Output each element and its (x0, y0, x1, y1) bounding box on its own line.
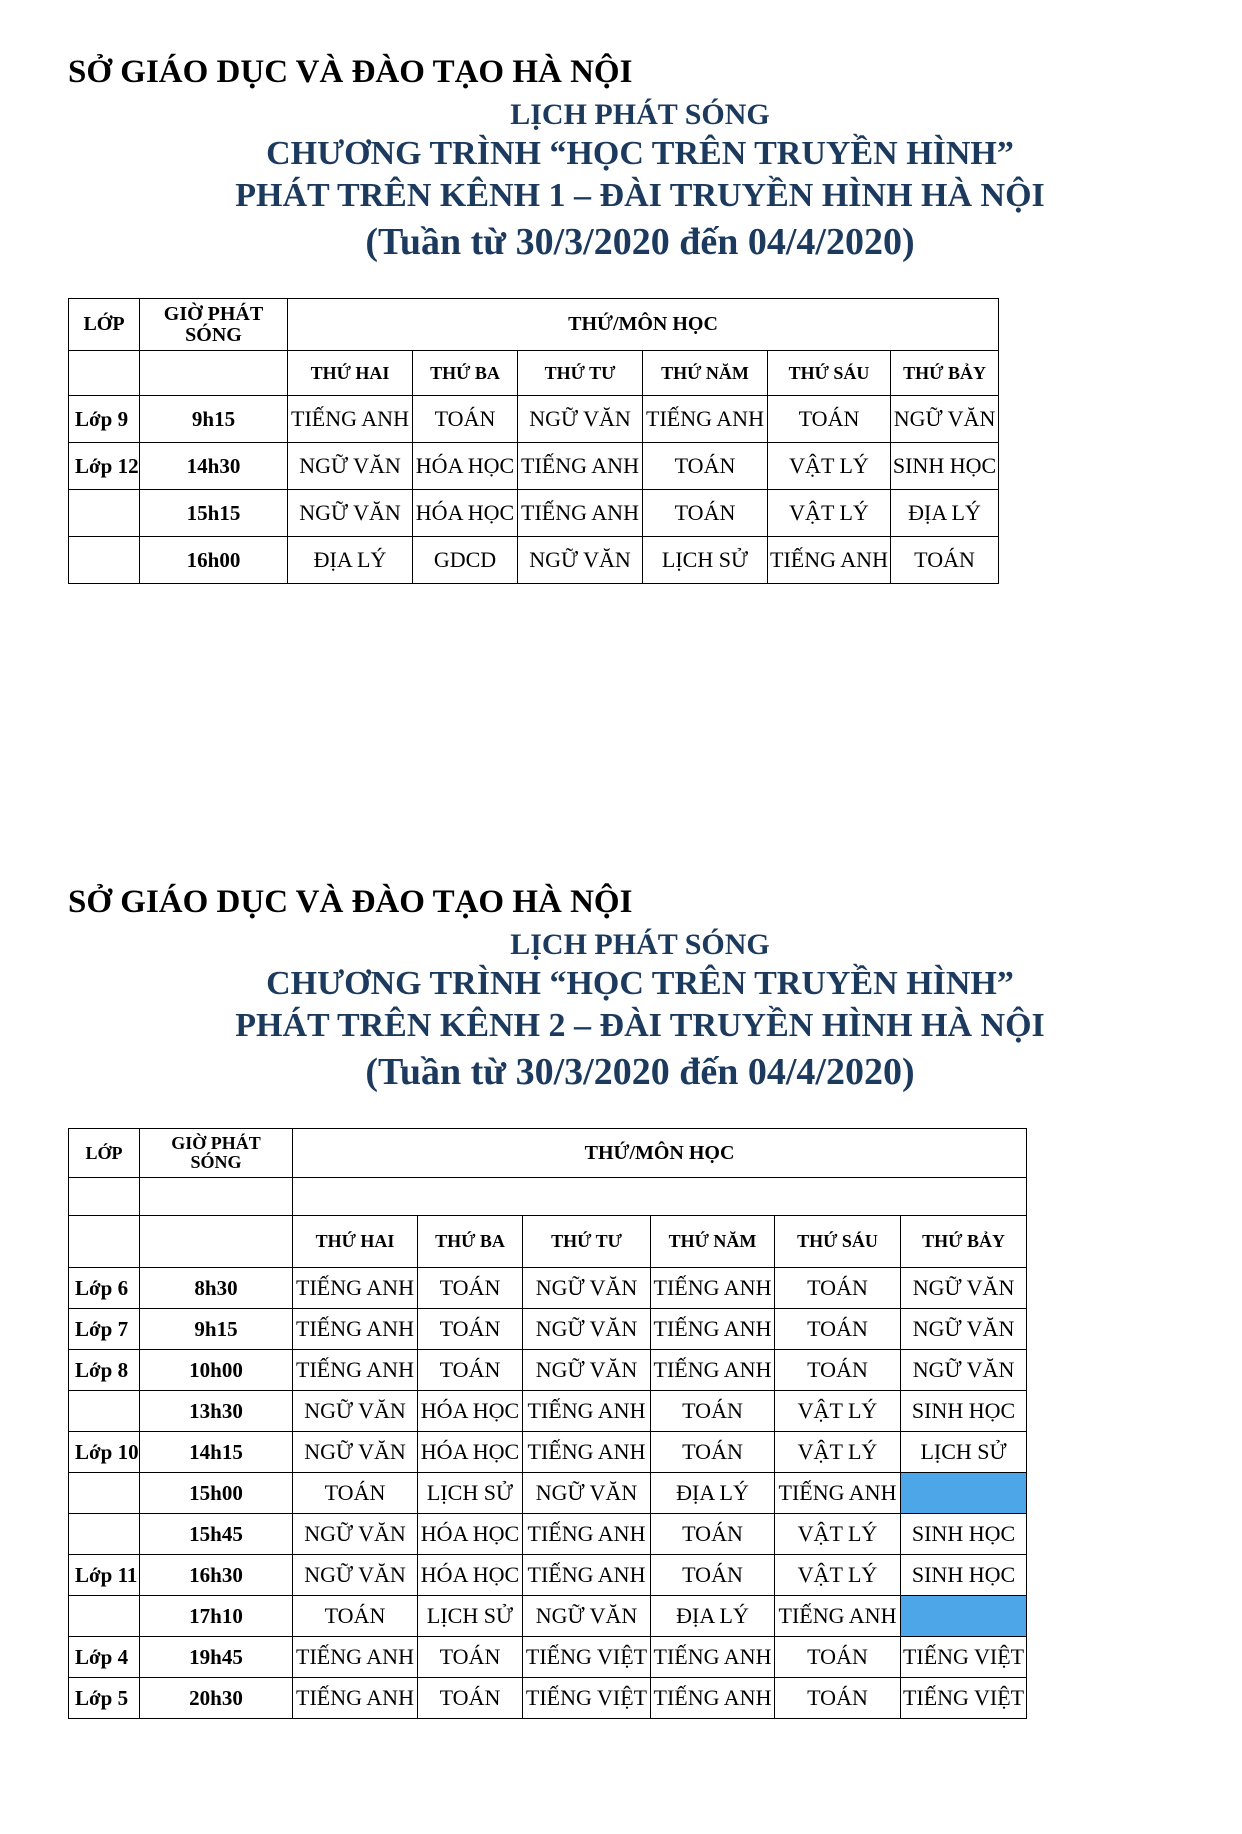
day-header: THỨ NĂM (643, 351, 768, 396)
subject-cell: NGỮ VĂN (518, 537, 643, 584)
subject-cell: TOÁN (418, 1309, 523, 1350)
subject-cell: TIẾNG ANH (651, 1268, 775, 1309)
day-header: THỨ SÁU (775, 1216, 901, 1268)
subject-cell: ĐỊA LÝ (288, 537, 413, 584)
time-cell: 13h30 (140, 1391, 293, 1432)
subject-cell: LỊCH SỬ (643, 537, 768, 584)
subject-cell: VẬT LÝ (775, 1514, 901, 1555)
class-cell (69, 1473, 140, 1514)
subject-cell: TIẾNG ANH (651, 1637, 775, 1678)
subject-cell: NGỮ VĂN (901, 1309, 1027, 1350)
subject-cell: NGỮ VĂN (288, 490, 413, 537)
class-cell: Lớp 7 (69, 1309, 140, 1350)
subject-cell: TIẾNG ANH (518, 443, 643, 490)
subject-cell: TIẾNG ANH (518, 490, 643, 537)
subject-cell: TIẾNG ANH (293, 1350, 418, 1391)
day-header: THỨ BA (413, 351, 518, 396)
subject-cell: HÓA HỌC (413, 443, 518, 490)
time-cell: 14h15 (140, 1432, 293, 1473)
subject-cell: TOÁN (775, 1268, 901, 1309)
subject-cell: NGỮ VĂN (523, 1596, 651, 1637)
time-cell: 9h15 (140, 396, 288, 443)
table-row (69, 537, 999, 584)
class-cell (69, 490, 140, 537)
subject-cell: ĐỊA LÝ (891, 490, 999, 537)
subject-cell: LỊCH SỬ (418, 1596, 523, 1637)
subject-cell: TOÁN (413, 396, 518, 443)
subject-cell: SINH HỌC (901, 1391, 1027, 1432)
time-cell: 9h15 (140, 1309, 293, 1350)
day-header: THỨ TƯ (523, 1216, 651, 1268)
subject-cell: TOÁN (775, 1309, 901, 1350)
subject-cell: TIẾNG ANH (293, 1309, 418, 1350)
table-row (69, 1514, 1027, 1555)
day-header: THỨ HAI (293, 1216, 418, 1268)
organization-heading: SỞ GIÁO DỤC VÀ ĐÀO TẠO HÀ NỘI (68, 54, 633, 90)
table-row (69, 1596, 1027, 1637)
class-cell: Lớp 12 (69, 443, 140, 490)
subject-cell: TOÁN (768, 396, 891, 443)
subject-cell: TIẾNG ANH (523, 1432, 651, 1473)
subject-cell: NGỮ VĂN (293, 1391, 418, 1432)
class-cell (69, 537, 140, 584)
day-header: THỨ NĂM (651, 1216, 775, 1268)
subject-cell: NGỮ VĂN (293, 1514, 418, 1555)
subject-cell: TOÁN (418, 1350, 523, 1391)
table-row (69, 490, 999, 537)
col-header-subjects: THỨ/MÔN HỌC (288, 299, 999, 351)
time-cell: 15h00 (140, 1473, 293, 1514)
organization-heading: SỞ GIÁO DỤC VÀ ĐÀO TẠO HÀ NỘI (68, 884, 633, 920)
subject-cell: TIẾNG ANH (523, 1391, 651, 1432)
subject-cell: NGỮ VĂN (891, 396, 999, 443)
channel-title: PHÁT TRÊN KÊNH 1 – ĐÀI TRUYỀN HÌNH HÀ NỘI (235, 177, 1045, 214)
subject-cell: VẬT LÝ (768, 443, 891, 490)
subject-cell: HÓA HỌC (418, 1391, 523, 1432)
table-row (69, 443, 999, 490)
table-row (69, 1678, 1027, 1719)
subject-cell: GDCD (413, 537, 518, 584)
table-row (69, 1309, 1027, 1350)
week-range: (Tuần từ 30/3/2020 đến 04/4/2020) (365, 221, 915, 263)
subject-cell: TOÁN (293, 1596, 418, 1637)
time-cell: 8h30 (140, 1268, 293, 1309)
time-cell: 16h30 (140, 1555, 293, 1596)
time-cell: 19h45 (140, 1637, 293, 1678)
day-header-row (69, 1216, 1027, 1268)
subject-cell: TIẾNG ANH (643, 396, 768, 443)
subject-cell: NGỮ VĂN (523, 1350, 651, 1391)
day-header: THỨ SÁU (768, 351, 891, 396)
subject-cell: TIẾNG ANH (651, 1678, 775, 1719)
subject-cell: TOÁN (891, 537, 999, 584)
subject-cell: NGỮ VĂN (901, 1268, 1027, 1309)
subject-cell: TIẾNG ANH (293, 1637, 418, 1678)
subject-cell: NGỮ VĂN (523, 1268, 651, 1309)
subject-cell: VẬT LÝ (775, 1432, 901, 1473)
subject-cell: TIẾNG VIỆT (901, 1678, 1027, 1719)
class-cell: Lớp 8 (69, 1350, 140, 1391)
subject-cell: NGỮ VĂN (901, 1350, 1027, 1391)
subject-cell: TIẾNG ANH (768, 537, 891, 584)
day-header: THỨ BẢY (891, 351, 999, 396)
subject-cell: VẬT LÝ (775, 1391, 901, 1432)
time-cell: 20h30 (140, 1678, 293, 1719)
subject-cell: TIẾNG ANH (651, 1350, 775, 1391)
time-cell: 14h30 (140, 443, 288, 490)
col-header-subjects: THỨ/MÔN HỌC (293, 1129, 1027, 1178)
schedule-table (68, 1128, 1027, 1719)
subject-cell: LỊCH SỬ (901, 1432, 1027, 1473)
time-cell: 15h45 (140, 1514, 293, 1555)
col-header-airtime: GIỜ PHÁT SÓNG (140, 1129, 293, 1178)
subject-cell: VẬT LÝ (775, 1555, 901, 1596)
table-row (69, 1555, 1027, 1596)
day-header: THỨ HAI (288, 351, 413, 396)
day-header: THỨ BẢY (901, 1216, 1027, 1268)
subject-cell: TIẾNG ANH (775, 1473, 901, 1514)
subject-cell: ĐỊA LÝ (651, 1596, 775, 1637)
subject-cell: NGỮ VĂN (293, 1432, 418, 1473)
subject-cell: SINH HỌC (901, 1514, 1027, 1555)
col-header-airtime: GIỜ PHÁT SÓNG (140, 299, 288, 351)
table-row (69, 1268, 1027, 1309)
schedule-title: LỊCH PHÁT SÓNG (510, 98, 770, 131)
subject-cell: TOÁN (643, 490, 768, 537)
subject-cell: TIẾNG VIỆT (901, 1637, 1027, 1678)
channel-title: PHÁT TRÊN KÊNH 2 – ĐÀI TRUYỀN HÌNH HÀ NỘI (235, 1007, 1045, 1044)
subject-cell: TOÁN (775, 1637, 901, 1678)
subject-cell: TOÁN (418, 1268, 523, 1309)
subject-cell: TIẾNG ANH (651, 1309, 775, 1350)
subject-cell: NGỮ VĂN (293, 1555, 418, 1596)
class-cell: Lớp 5 (69, 1678, 140, 1719)
subject-cell: VẬT LÝ (768, 490, 891, 537)
subject-cell: TIẾNG ANH (293, 1678, 418, 1719)
subject-cell: TOÁN (643, 443, 768, 490)
subject-cell: TOÁN (651, 1391, 775, 1432)
subject-cell: HÓA HỌC (418, 1555, 523, 1596)
subject-cell: TIẾNG ANH (523, 1555, 651, 1596)
subject-cell: TOÁN (293, 1473, 418, 1514)
subject-cell: LỊCH SỬ (418, 1473, 523, 1514)
table-row (69, 1391, 1027, 1432)
subject-cell: SINH HỌC (891, 443, 999, 490)
class-cell: Lớp 9 (69, 396, 140, 443)
week-range: (Tuần từ 30/3/2020 đến 04/4/2020) (365, 1051, 915, 1093)
subject-cell: TOÁN (418, 1637, 523, 1678)
time-cell: 17h10 (140, 1596, 293, 1637)
table-row (69, 1473, 1027, 1514)
day-header: THỨ BA (418, 1216, 523, 1268)
subject-cell: TIẾNG VIỆT (523, 1678, 651, 1719)
subject-cell: NGỮ VĂN (523, 1473, 651, 1514)
schedule-table (68, 298, 999, 584)
class-cell: Lớp 10 (69, 1432, 140, 1473)
subject-cell: NGỮ VĂN (288, 443, 413, 490)
day-header-row (69, 351, 999, 396)
time-cell: 10h00 (140, 1350, 293, 1391)
class-cell: Lớp 4 (69, 1637, 140, 1678)
subject-cell: TOÁN (775, 1678, 901, 1719)
table-row (69, 1350, 1027, 1391)
highlighted-empty-cell (901, 1473, 1027, 1514)
class-cell (69, 1391, 140, 1432)
time-cell: 16h00 (140, 537, 288, 584)
table-row (69, 1637, 1027, 1678)
subject-cell: ĐỊA LÝ (651, 1473, 775, 1514)
empty-row (69, 1178, 1027, 1216)
highlighted-empty-cell (901, 1596, 1027, 1637)
subject-cell: TOÁN (651, 1432, 775, 1473)
subject-cell: TIẾNG ANH (288, 396, 413, 443)
subject-cell: TIẾNG ANH (523, 1514, 651, 1555)
class-cell: Lớp 11 (69, 1555, 140, 1596)
day-header: THỨ TƯ (518, 351, 643, 396)
program-title: CHƯƠNG TRÌNH “HỌC TRÊN TRUYỀN HÌNH” (266, 135, 1014, 172)
subject-cell: TOÁN (651, 1514, 775, 1555)
table-row (69, 1432, 1027, 1473)
subject-cell: TOÁN (775, 1350, 901, 1391)
subject-cell: HÓA HỌC (418, 1514, 523, 1555)
subject-cell: HÓA HỌC (418, 1432, 523, 1473)
subject-cell: SINH HỌC (901, 1555, 1027, 1596)
program-title: CHƯƠNG TRÌNH “HỌC TRÊN TRUYỀN HÌNH” (266, 965, 1014, 1002)
schedule-title: LỊCH PHÁT SÓNG (510, 928, 770, 961)
class-cell (69, 1596, 140, 1637)
col-header-class: LỚP (69, 299, 140, 351)
subject-cell: TOÁN (651, 1555, 775, 1596)
subject-cell: NGỮ VĂN (518, 396, 643, 443)
class-cell: Lớp 6 (69, 1268, 140, 1309)
subject-cell: NGỮ VĂN (523, 1309, 651, 1350)
col-header-class: LỚP (69, 1129, 140, 1178)
subject-cell: TOÁN (418, 1678, 523, 1719)
subject-cell: TIẾNG ANH (775, 1596, 901, 1637)
time-cell: 15h15 (140, 490, 288, 537)
subject-cell: HÓA HỌC (413, 490, 518, 537)
subject-cell: TIẾNG VIỆT (523, 1637, 651, 1678)
class-cell (69, 1514, 140, 1555)
table-row (69, 396, 999, 443)
subject-cell: TIẾNG ANH (293, 1268, 418, 1309)
